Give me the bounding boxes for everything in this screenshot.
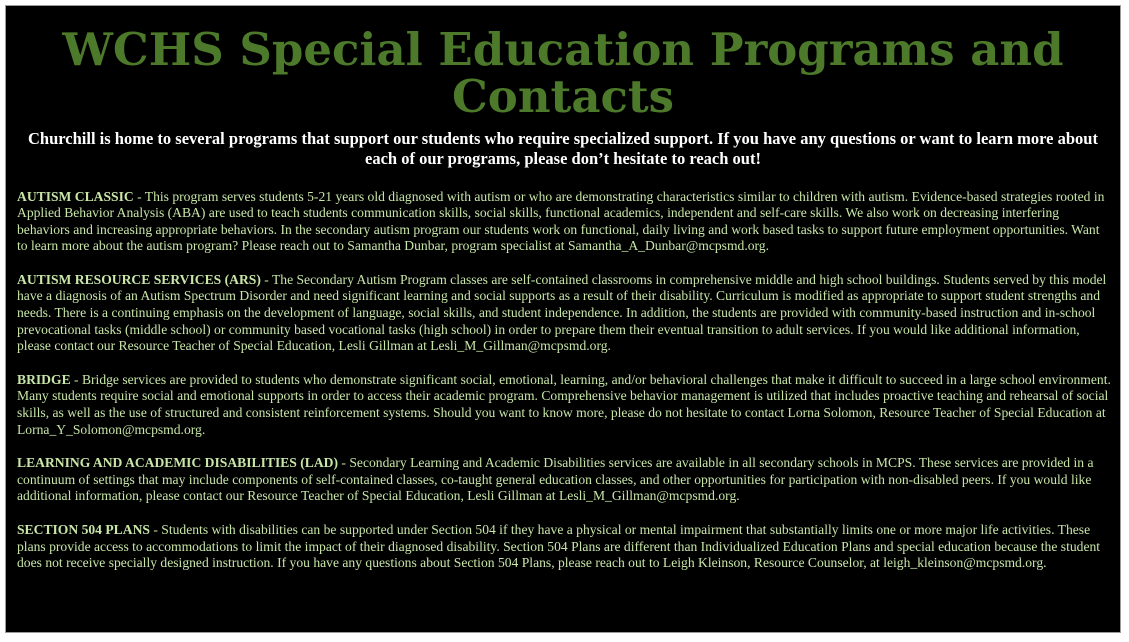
program-section-ars [17,272,1112,355]
program-name: AUTISM CLASSIC [17,188,134,204]
program-name: BRIDGE [17,371,71,387]
program-section-bridge [17,372,1112,438]
program-description: - Secondary Learning and Academic Disabilities services are available in all secondary schools in MCPS. These services are provided in a continuum of settings that may include components of self-contained classes, co-taught general education classes, and other opportunities for participation with non-disabled peers. If you would like additional information, please contact our Resource Teacher of Special Education, Lesli Gillman at Lesli_M_Gillman@mcpsmd.org. [17,455,1094,504]
program-description: - Bridge services are provided to students who demonstrate significant social, emotional, learning, and/or behavioral challenges that make it difficult to succeed in a large school environment. Many students require social and emotional supports in order to access their academic program. Comprehensive behavior management is utilized that includes proactive teaching and rehearsal of social skills, as well as the use of structured and consistent reinforcement systems. Should you want to know more, please do not hesitate to contact Lorna Solomon, Resource Teacher of Special Education at Lorna_Y_Solomon@mcpsmd.org. [17,371,1111,437]
program-name: LEARNING AND ACADEMIC DISABILITIES (LAD) [17,455,339,471]
program-description: - This program serves students 5-21 years old diagnosed with autism or who are demonstrating characteristics similar to children with autism. Evidence-based strategies rooted in Applied Behavior Analysis (ABA) are used to teach students communication skills, social skills, functional academics, independent and self-care skills. We also work on decreasing interfering behaviors and increasing appropriate behaviors. In the secondary autism program our students work on functional, daily living and work based tasks to support future employment opportunities. Want to learn more about the autism program? Please reach out to Samantha Dunbar, program specialist at Samantha_A_Dunbar@mcpsmd.org. [17,188,1105,254]
program-name: SECTION 504 PLANS [17,522,150,537]
program-section-504 [17,522,1112,572]
intro-text: Churchill is home to several programs that support our students who require specialized support. If you have any questions or want to learn more about each of our programs, please don’t hesitate to reach out! [28,128,1098,168]
program-description: - Students with disabilities can be supported under Section 504 if they have a physical or mental impairment that substantially limits one or more major life activities. These plans provide access to accommodations to limit the impact of their diagnosed disability. Section 504 Plans are different than Individualized Education Plans and special education because the student does not receive specially designed instruction. If you have any questions about Section 504 Plans, please reach out to Leigh Kleinson, Resource Counselor, at leigh_kleinson@mcpsmd.org. [17,522,1101,571]
program-section-autism-classic [17,189,1112,255]
program-section-lad [17,455,1112,505]
program-name: AUTISM RESOURCE SERVICES (ARS) [17,271,261,287]
content-panel [5,5,1121,633]
page-title: WCHS Special Education Programs and Contacts [62,23,1064,124]
program-list [17,189,1112,572]
program-description: - The Secondary Autism Program classes are self-contained classrooms in comprehensive middle and high school buildings. Students served by this model have a diagnosis of an Autism Spectrum Disorder and need significant learning and social supports as a result of their disability. Curriculum is modified as appropriate to support student strengths and needs. There is a continuing emphasis on the development of language, social skills, and student independence. In addition, the students are provided with community-based instruction and in-school prevocational tasks (middle school) or community based vocational tasks (high school) in order to prepare them their eventual transition to adult services. If you would like additional information, please contact our Resource Teacher of Special Education, Lesli Gillman at Lesli_M_Gillman@mcpsmd.org. [17,271,1107,354]
